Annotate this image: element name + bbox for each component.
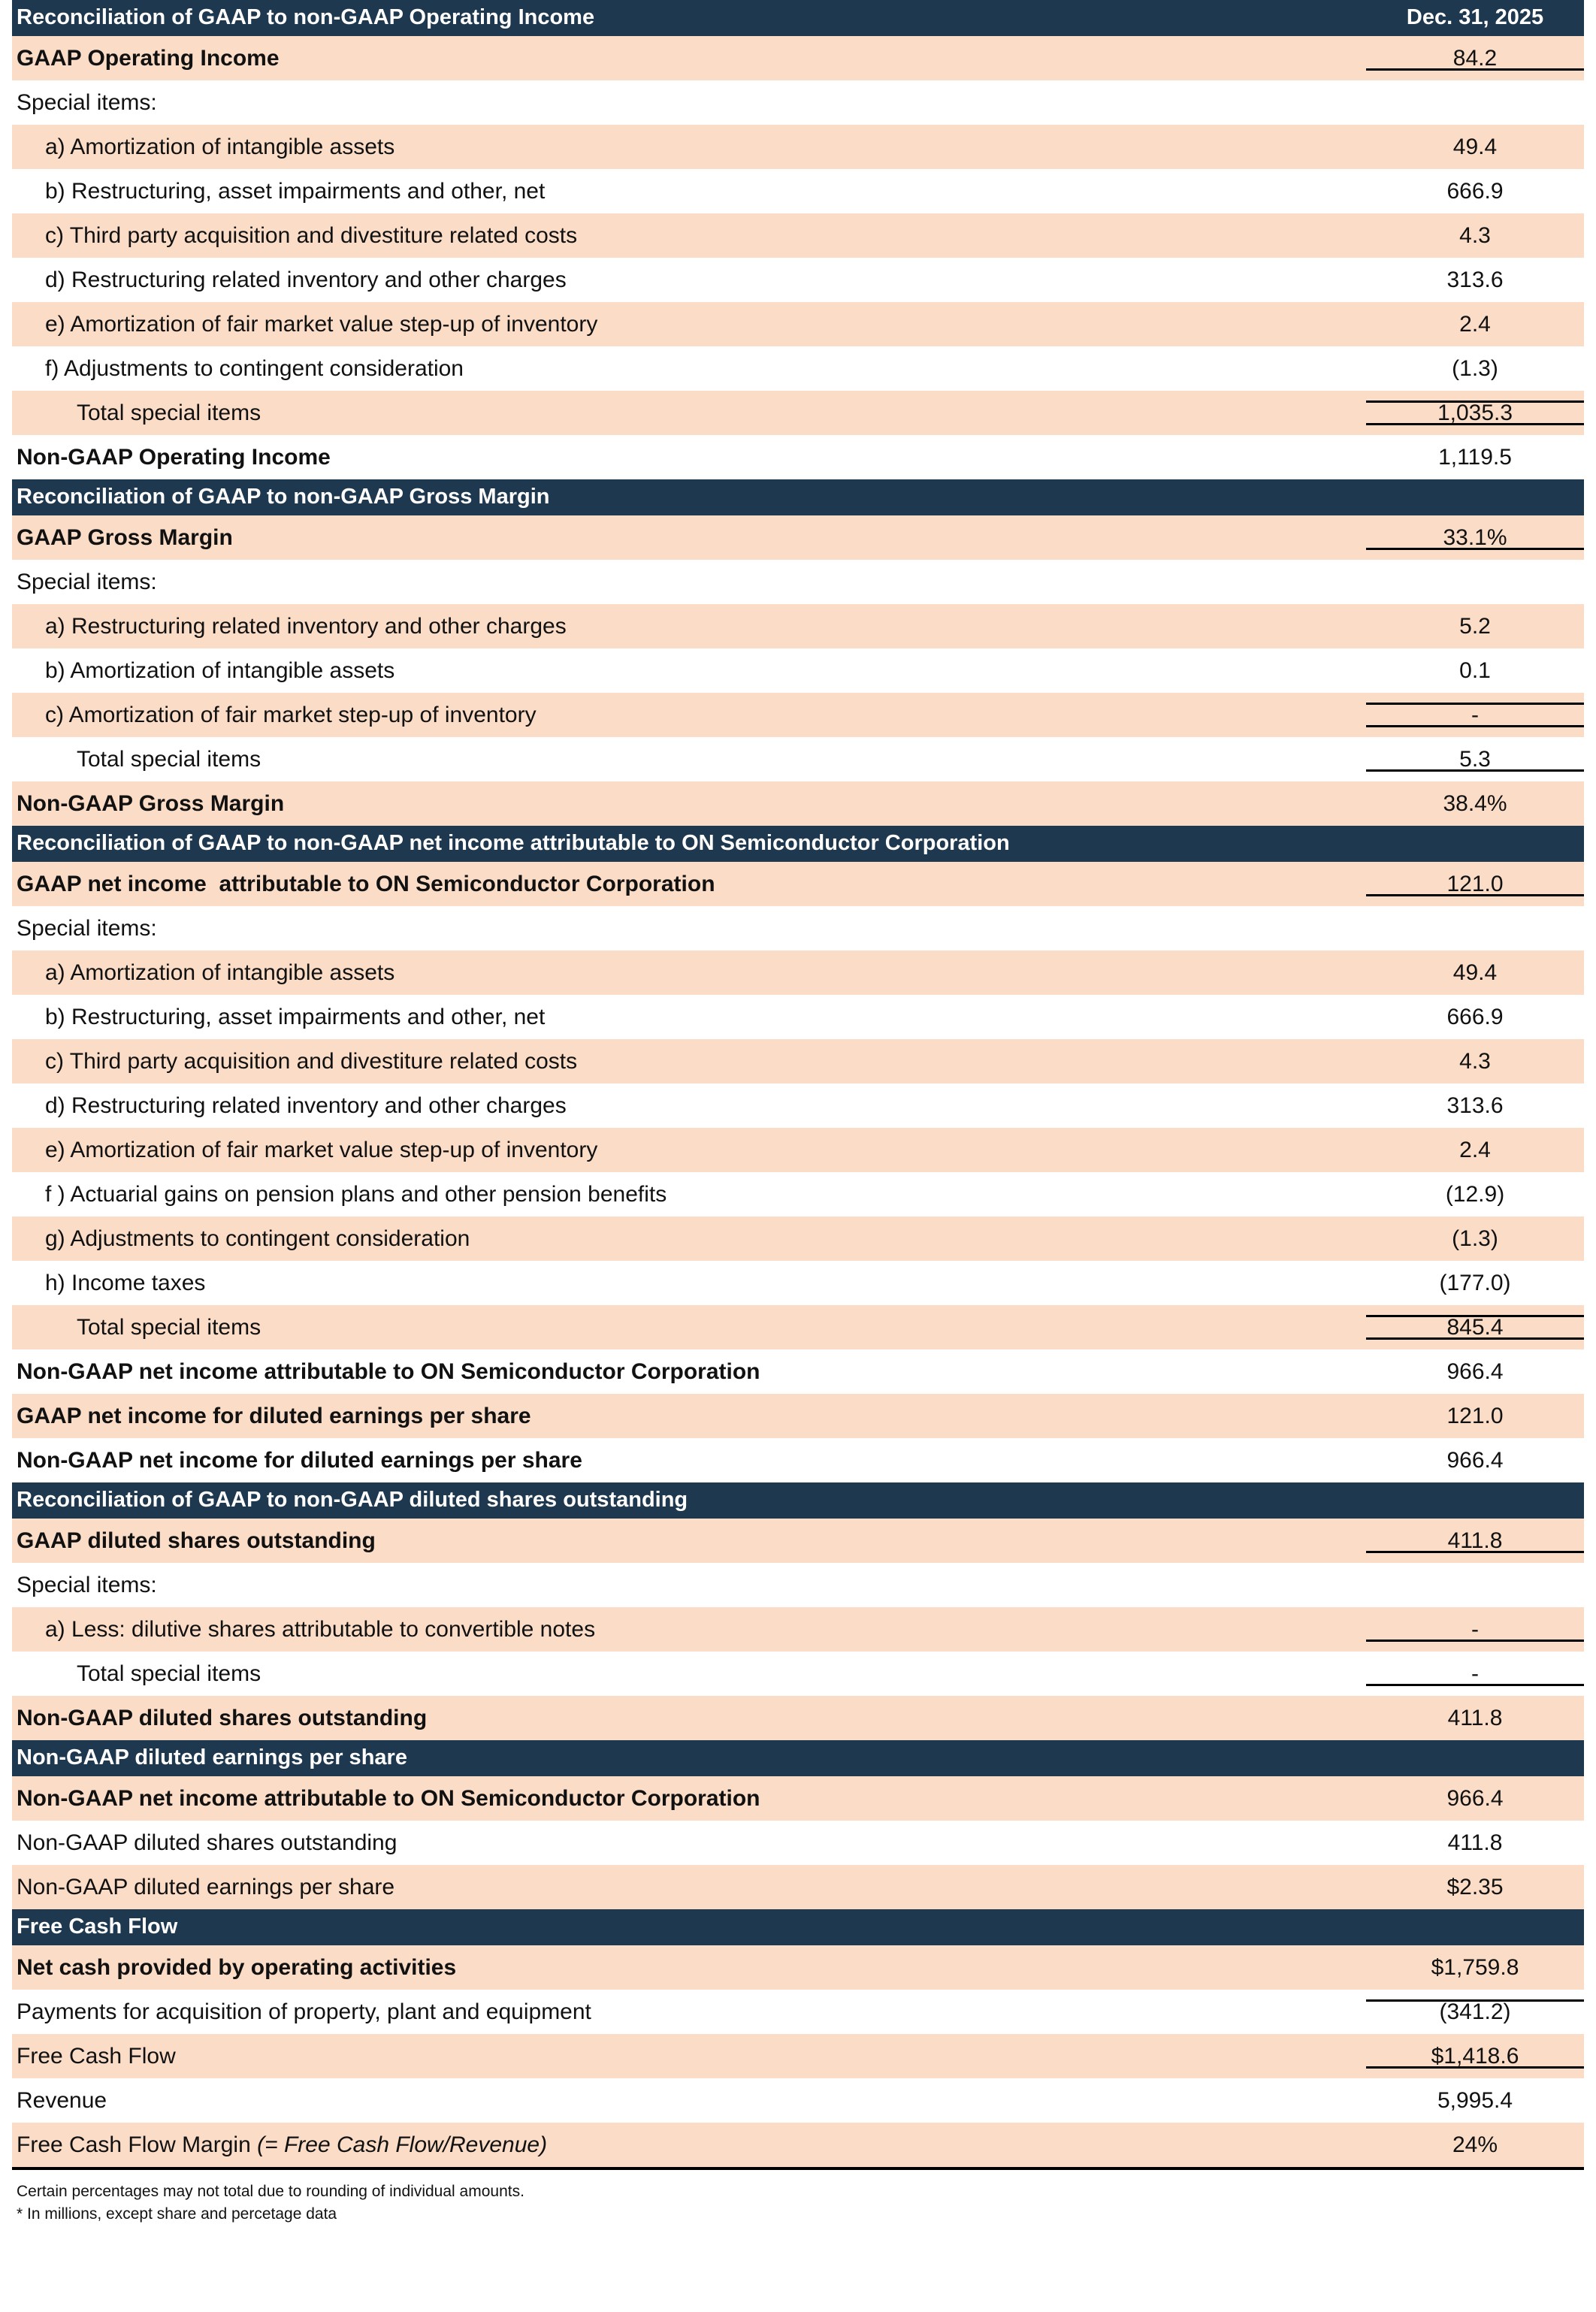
table-row: [12, 1607, 1584, 1652]
row-value: 1,119.5: [1438, 445, 1512, 470]
footnote-units: * In millions, except share and percetage data: [17, 2205, 337, 2223]
row-value: 666.9: [1446, 1005, 1504, 1029]
table-row: [12, 1438, 1584, 1482]
row-value: (341.2): [1366, 1999, 1584, 2024]
row-label: Non-GAAP diluted earnings per share: [17, 1746, 407, 1770]
table-row: [12, 391, 1584, 435]
row-label: Non-GAAP net income for diluted earnings per share: [17, 1448, 582, 1473]
row-label: Payments for acquisition of property, plant and equipment: [17, 1999, 591, 2024]
row-label: Free Cash Flow: [17, 2044, 176, 2069]
row-value: 411.8: [1447, 1706, 1503, 1730]
row-label: c) Third party acquisition and divestiture related costs: [45, 1049, 578, 1074]
table-row: [12, 515, 1584, 560]
table-row: [12, 1172, 1584, 1216]
row-label: Special items:: [17, 916, 157, 941]
row-label: GAAP net income for diluted earnings per share: [17, 1404, 531, 1428]
row-label: c) Third party acquisition and divestiture related costs: [45, 223, 578, 248]
table-row: [12, 80, 1584, 125]
row-value: (1.3): [1452, 1226, 1498, 1251]
section-header-row: [12, 1909, 1584, 1945]
row-label: Total special items: [77, 747, 261, 772]
row-label: Special items:: [17, 1573, 157, 1597]
row-label: b) Amortization of intangible assets: [45, 658, 395, 683]
row-label: g) Adjustments to contingent consideration: [45, 1226, 470, 1251]
footnote-rounding: Certain percentages may not total due to rounding of individual amounts.: [17, 2183, 524, 2200]
row-value: 411.8: [1366, 1528, 1584, 1553]
section-header-row: [12, 1482, 1584, 1519]
row-value: -: [1366, 1661, 1584, 1686]
table-row: [12, 1519, 1584, 1563]
table-row: [12, 1945, 1584, 1990]
row-label: d) Restructuring related inventory and other charges: [45, 267, 567, 292]
row-label: Special items:: [17, 90, 157, 115]
row-value: 4.3: [1459, 223, 1491, 248]
table-row: [12, 1216, 1584, 1261]
section-header-row: [12, 0, 1584, 36]
table-row: [12, 995, 1584, 1039]
table-row: [12, 1039, 1584, 1083]
table-row: [12, 2078, 1584, 2123]
row-value: $1,418.6: [1366, 2044, 1584, 2069]
row-label: Reconciliation of GAAP to non-GAAP Gross Margin: [17, 485, 550, 509]
row-value: 5,995.4: [1437, 2088, 1513, 2113]
row-label: a) Less: dilutive shares attributable to convertible notes: [45, 1617, 596, 1642]
row-value: 845.4: [1366, 1315, 1584, 1340]
row-label: Non-GAAP net income attributable to ON Semiconductor Corporation: [17, 1786, 760, 1811]
table-row: [12, 1652, 1584, 1696]
row-label: Non-GAAP diluted shares outstanding: [17, 1706, 428, 1730]
table-row: [12, 1349, 1584, 1394]
row-value: 121.0: [1446, 1404, 1504, 1428]
table-row: [12, 302, 1584, 346]
row-label: Non-GAAP Gross Margin: [17, 791, 285, 816]
row-label: a) Restructuring related inventory and other charges: [45, 614, 567, 639]
row-label: Non-GAAP Operating Income: [17, 445, 331, 470]
table-row: [12, 1776, 1584, 1821]
table-row: [12, 125, 1584, 169]
row-value: 666.9: [1446, 179, 1504, 204]
row-label-italic-note: (= Free Cash Flow/Revenue): [257, 2132, 548, 2157]
row-label: c) Amortization of fair market step-up of inventory: [45, 703, 537, 727]
row-value: 38.4%: [1443, 791, 1507, 816]
table-row: [12, 1083, 1584, 1128]
table-row: [12, 906, 1584, 950]
table-row: [12, 1128, 1584, 1172]
row-value: -: [1366, 703, 1584, 727]
row-label: Special items:: [17, 570, 157, 594]
table-row: [12, 1261, 1584, 1305]
row-label: Non-GAAP net income attributable to ON Semiconductor Corporation: [17, 1359, 760, 1384]
row-value: 121.0: [1366, 872, 1584, 896]
row-label: Free Cash Flow: [17, 1915, 178, 1939]
row-value: (12.9): [1445, 1182, 1505, 1207]
row-value: 24%: [1452, 2132, 1498, 2157]
row-label: Reconciliation of GAAP to non-GAAP net income attributable to ON Semiconductor Corporation: [17, 832, 1010, 856]
row-value: 966.4: [1446, 1786, 1504, 1811]
row-value: 5.2: [1459, 614, 1491, 639]
row-label: Total special items: [77, 1315, 261, 1340]
row-label: Total special items: [77, 400, 261, 425]
row-value: (177.0): [1439, 1271, 1511, 1295]
table-body: [12, 0, 1584, 2167]
table-row: [12, 1990, 1584, 2034]
row-label: Reconciliation of GAAP to non-GAAP diluted shares outstanding: [17, 1488, 688, 1513]
table-row: [12, 1696, 1584, 1740]
row-label: e) Amortization of fair market value step-up of inventory: [45, 312, 598, 337]
row-value: -: [1366, 1617, 1584, 1642]
row-label: Non-GAAP diluted earnings per share: [17, 1875, 395, 1899]
row-value: 2.4: [1459, 1138, 1491, 1162]
table-row: [12, 950, 1584, 995]
row-label: Net cash provided by operating activities: [17, 1955, 457, 1980]
table-row: [12, 737, 1584, 781]
row-label: GAAP Operating Income: [17, 46, 280, 71]
row-value: $2.35: [1446, 1875, 1504, 1899]
table-row: [12, 169, 1584, 213]
row-value: $1,759.8: [1431, 1955, 1519, 1980]
table-row: [12, 1394, 1584, 1438]
row-label: a) Amortization of intangible assets: [45, 134, 395, 159]
row-label: Non-GAAP diluted shares outstanding: [17, 1830, 397, 1855]
row-label: b) Restructuring, asset impairments and other, net: [45, 179, 546, 204]
row-label: d) Restructuring related inventory and other charges: [45, 1093, 567, 1118]
table-row: [12, 1865, 1584, 1909]
row-value: 5.3: [1366, 747, 1584, 772]
table-row: [12, 2123, 1584, 2167]
section-header-row: [12, 479, 1584, 515]
row-value: 1,035.3: [1366, 400, 1584, 425]
table-row: [12, 258, 1584, 302]
row-label: GAAP Gross Margin: [17, 525, 233, 550]
row-value: (1.3): [1452, 356, 1498, 381]
row-value: 313.6: [1446, 1093, 1504, 1118]
row-value: 84.2: [1366, 46, 1584, 71]
table-row: [12, 693, 1584, 737]
table-row: [12, 862, 1584, 906]
row-value: 966.4: [1446, 1448, 1504, 1473]
table-row: [12, 1563, 1584, 1607]
row-value: 966.4: [1446, 1359, 1504, 1384]
row-label: GAAP diluted shares outstanding: [17, 1528, 376, 1553]
table-row: [12, 435, 1584, 479]
row-label: a) Amortization of intangible assets: [45, 960, 395, 985]
row-value: 49.4: [1452, 134, 1498, 159]
row-value: 2.4: [1459, 312, 1491, 337]
row-label: Reconciliation of GAAP to non-GAAP Operating Income: [17, 6, 595, 30]
row-value: 4.3: [1459, 1049, 1491, 1074]
row-value: 49.4: [1452, 960, 1498, 985]
row-value: 0.1: [1459, 658, 1491, 683]
row-value: 33.1%: [1366, 525, 1584, 550]
table-row: [12, 1821, 1584, 1865]
row-label: f) Adjustments to contingent consideration: [45, 356, 464, 381]
table-row: [12, 1305, 1584, 1349]
table-row: [12, 604, 1584, 648]
row-label: Revenue: [17, 2088, 107, 2113]
row-value: Dec. 31, 2025: [1406, 5, 1544, 30]
row-label: Total special items: [77, 1661, 261, 1686]
row-label: f ) Actuarial gains on pension plans and other pension benefits: [45, 1182, 667, 1207]
row-value: 411.8: [1447, 1830, 1503, 1855]
footnotes: [12, 2170, 1584, 2226]
row-label: h) Income taxes: [45, 1271, 206, 1295]
section-header-row: [12, 1740, 1584, 1776]
table-row: [12, 781, 1584, 826]
row-label: e) Amortization of fair market value step-up of inventory: [45, 1138, 598, 1162]
section-header-row: [12, 826, 1584, 862]
table-row: [12, 36, 1584, 80]
table-row: [12, 648, 1584, 693]
table-row: [12, 560, 1584, 604]
table-row: [12, 213, 1584, 258]
table-row: [12, 2034, 1584, 2078]
row-value: 313.6: [1446, 267, 1504, 292]
row-label: Free Cash Flow Margin (= Free Cash Flow/Revenue): [17, 2132, 548, 2157]
row-label: b) Restructuring, asset impairments and other, net: [45, 1005, 546, 1029]
table-row: [12, 346, 1584, 391]
row-label: GAAP net income attributable to ON Semiconductor Corporation: [17, 872, 715, 896]
